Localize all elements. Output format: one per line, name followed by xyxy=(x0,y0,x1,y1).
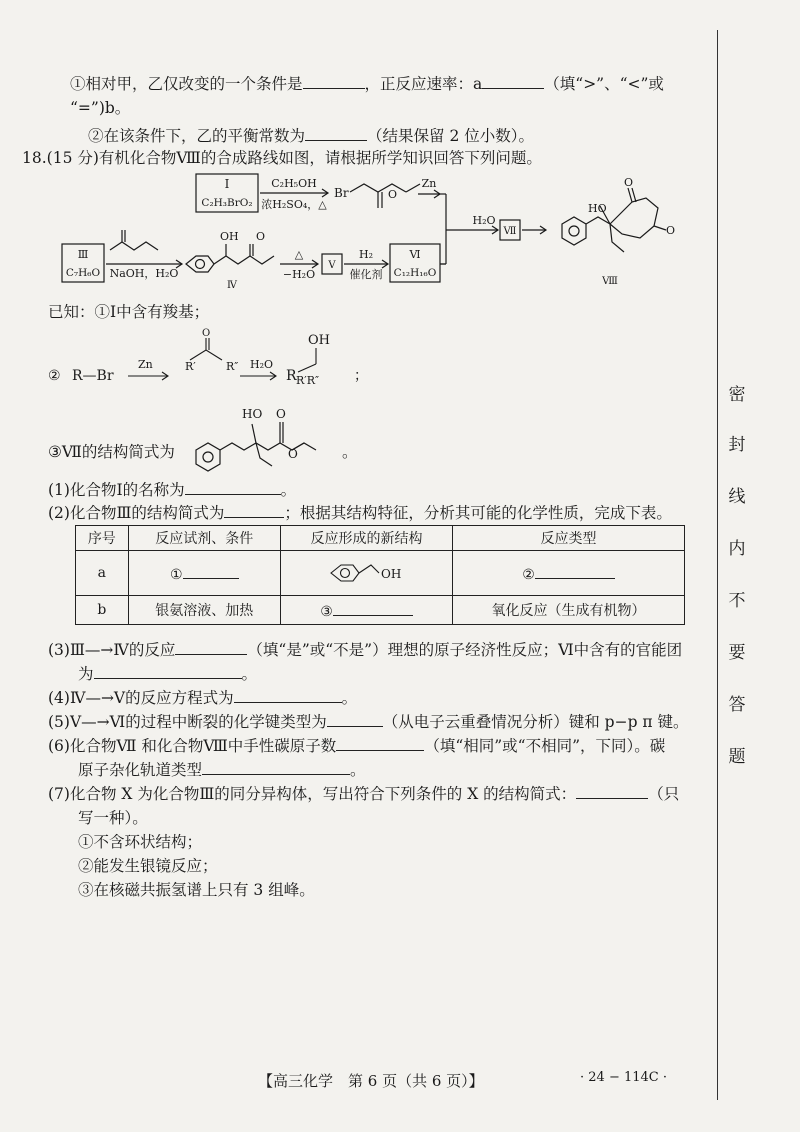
row-b-structure: ③ xyxy=(280,596,452,625)
q1-line: (1)化合物Ⅰ的名称为 。 xyxy=(48,481,297,499)
svg-text:O: O xyxy=(388,188,398,201)
margin-char: 内 xyxy=(728,539,746,559)
margin-char: 封 xyxy=(728,435,746,455)
q2-line: (2)化合物Ⅲ的结构简式为 ；根据其结构特征，分析其可能的化学性质，完成下表。 xyxy=(48,504,672,522)
svg-text:R′R″: R′R″ xyxy=(296,374,320,387)
exam-code: · 24 − 114C · xyxy=(580,1070,667,1085)
row-a-structure xyxy=(280,551,452,596)
margin-char: 答 xyxy=(728,695,746,715)
svg-text:R—Br: R—Br xyxy=(72,368,114,384)
q17-part1-line2: “=”)b。 xyxy=(70,99,131,117)
svg-text:Ⅷ: Ⅷ xyxy=(602,276,618,287)
answer-blank[interactable] xyxy=(327,712,383,727)
svg-text:−H₂O: −H₂O xyxy=(282,268,316,281)
table-row xyxy=(76,551,685,596)
table-header: 反应形成的新结构 xyxy=(280,526,452,551)
known-reaction-2 xyxy=(40,322,380,392)
q7-line: (7)化合物 X 为化合物Ⅲ的同分异构体，写出符合下列条件的 X 的结构简式： （只 xyxy=(48,785,680,803)
svg-text:Ⅳ: Ⅳ xyxy=(227,280,237,291)
svg-text:Zn: Zn xyxy=(421,177,437,190)
row-b-id: b xyxy=(76,596,129,625)
svg-text:H₂O: H₂O xyxy=(250,358,274,371)
svg-text:；: ； xyxy=(354,368,368,384)
svg-text:O: O xyxy=(276,407,286,421)
svg-text:HO: HO xyxy=(588,202,607,215)
svg-text:OH: OH xyxy=(381,567,402,581)
svg-text:O: O xyxy=(202,328,211,339)
answer-blank[interactable] xyxy=(175,640,247,655)
q7-line2: 写一种）。 xyxy=(78,809,148,827)
row-a-id: a xyxy=(76,551,129,596)
answer-blank[interactable] xyxy=(183,564,239,579)
question-18-stem: 18.(15 分)有机化合物Ⅷ的合成路线如图，请根据所学知识回答下列问题。 xyxy=(22,149,542,167)
q6-line2: 原子杂化轨道类型 。 xyxy=(78,761,366,779)
row-a-type: ② xyxy=(453,551,685,596)
known-item3: ③Ⅶ的结构简式为 xyxy=(48,443,175,461)
svg-text:O: O xyxy=(624,176,634,189)
svg-text:Ⅰ: Ⅰ xyxy=(224,177,230,191)
answer-blank[interactable] xyxy=(234,688,342,703)
row-b-reagent: 银氨溶液、加热 xyxy=(128,596,280,625)
q3-line: (3)Ⅲ—→Ⅳ的反应 （填“是”或“不是”）理想的原子经济性反应；Ⅵ中含有的官能团 xyxy=(48,641,683,659)
table-row xyxy=(76,596,685,625)
page-footer: 【高三化学 第 6 页（共 6 页）】 xyxy=(258,1072,484,1090)
row-a-reagent: ① xyxy=(128,551,280,596)
svg-text:O: O xyxy=(666,224,676,237)
q7-condition-2: ②能发生银镜反应； xyxy=(78,857,218,875)
answer-blank[interactable] xyxy=(94,664,242,679)
svg-text:OH: OH xyxy=(308,333,330,348)
q6-line: (6)化合物Ⅶ 和化合物Ⅷ中手性碳原子数 （填“相同”或“不相同”，下同）。碳 xyxy=(48,737,666,755)
q7-condition-1: ①不含环状结构； xyxy=(78,833,203,851)
svg-text:Ⅴ: Ⅴ xyxy=(328,260,336,271)
svg-text:C₁₂H₁₆O: C₁₂H₁₆O xyxy=(393,267,437,279)
compound-VII-structure xyxy=(190,394,350,474)
svg-text:O: O xyxy=(256,230,266,243)
margin-char: 线 xyxy=(728,487,746,507)
known-intro: 已知：①Ⅰ中含有羧基； xyxy=(48,303,210,321)
svg-text:Ⅶ: Ⅶ xyxy=(503,226,517,237)
svg-text:OH: OH xyxy=(220,230,239,243)
margin-char: 不 xyxy=(728,591,746,611)
svg-text:R″: R″ xyxy=(226,360,239,373)
answer-blank[interactable] xyxy=(576,784,648,799)
table-header-row xyxy=(76,526,685,551)
svg-text:O: O xyxy=(288,447,298,461)
svg-text:Ⅲ: Ⅲ xyxy=(77,248,89,261)
svg-text:△: △ xyxy=(294,248,304,261)
answer-blank[interactable] xyxy=(482,74,544,89)
benzyl-alcohol-structure xyxy=(321,553,411,593)
answer-blank[interactable] xyxy=(336,736,424,751)
svg-text:催化剂: 催化剂 xyxy=(349,268,383,281)
synthesis-scheme xyxy=(0,168,720,298)
svg-text:Zn: Zn xyxy=(138,358,153,371)
row-b-type: 氧化反应（生成有机物） xyxy=(453,596,685,625)
answer-blank[interactable] xyxy=(305,126,367,141)
q7-condition-3: ③在核磁共振氢谱上只有 3 组峰。 xyxy=(78,881,315,899)
margin-char: 密 xyxy=(728,385,746,405)
answer-blank[interactable] xyxy=(185,480,281,495)
reaction-table xyxy=(75,525,685,625)
q3-line2: 为 。 xyxy=(78,665,258,683)
svg-text:H₂: H₂ xyxy=(358,248,374,261)
svg-text:H₂O: H₂O xyxy=(472,214,496,227)
svg-text:浓H₂SO₄，△: 浓H₂SO₄，△ xyxy=(261,198,327,211)
svg-text:C₂H₃BrO₂: C₂H₃BrO₂ xyxy=(201,197,253,209)
answer-blank[interactable] xyxy=(333,601,413,616)
svg-text:Br: Br xyxy=(334,186,349,200)
svg-text:R: R xyxy=(286,368,297,384)
svg-text:HO: HO xyxy=(242,407,263,421)
margin-rule xyxy=(717,30,718,1100)
known-item3-end: 。 xyxy=(342,443,358,461)
svg-text:C₇H₆O: C₇H₆O xyxy=(65,267,101,279)
answer-blank[interactable] xyxy=(535,564,615,579)
svg-text:NaOH，H₂O: NaOH，H₂O xyxy=(109,267,179,280)
svg-text:R′: R′ xyxy=(185,360,196,373)
answer-blank[interactable] xyxy=(202,760,350,775)
answer-blank[interactable] xyxy=(303,74,365,89)
q4-line: (4)Ⅳ—→Ⅴ的反应方程式为 。 xyxy=(48,689,358,707)
table-header: 反应类型 xyxy=(453,526,685,551)
svg-text:Ⅵ: Ⅵ xyxy=(409,248,421,261)
svg-text:C₂H₅OH: C₂H₅OH xyxy=(271,177,317,190)
answer-blank[interactable] xyxy=(224,503,284,518)
q5-line: (5)Ⅴ—→Ⅵ的过程中断裂的化学键类型为 （从电子云重叠情况分析）键和 p−p π 键。 xyxy=(48,713,689,731)
margin-char: 要 xyxy=(728,643,746,663)
q17-part1-line: ①相对甲，乙仅改变的一个条件是 ，正反应速率：a （填“>”、“<”或 xyxy=(70,75,664,93)
q17-part2-line: ②在该条件下，乙的平衡常数为 （结果保留 2 位小数）。 xyxy=(88,127,534,145)
margin-char: 题 xyxy=(728,747,746,767)
table-header: 序号 xyxy=(76,526,129,551)
table-header: 反应试剂、条件 xyxy=(128,526,280,551)
svg-text:②: ② xyxy=(48,368,61,384)
